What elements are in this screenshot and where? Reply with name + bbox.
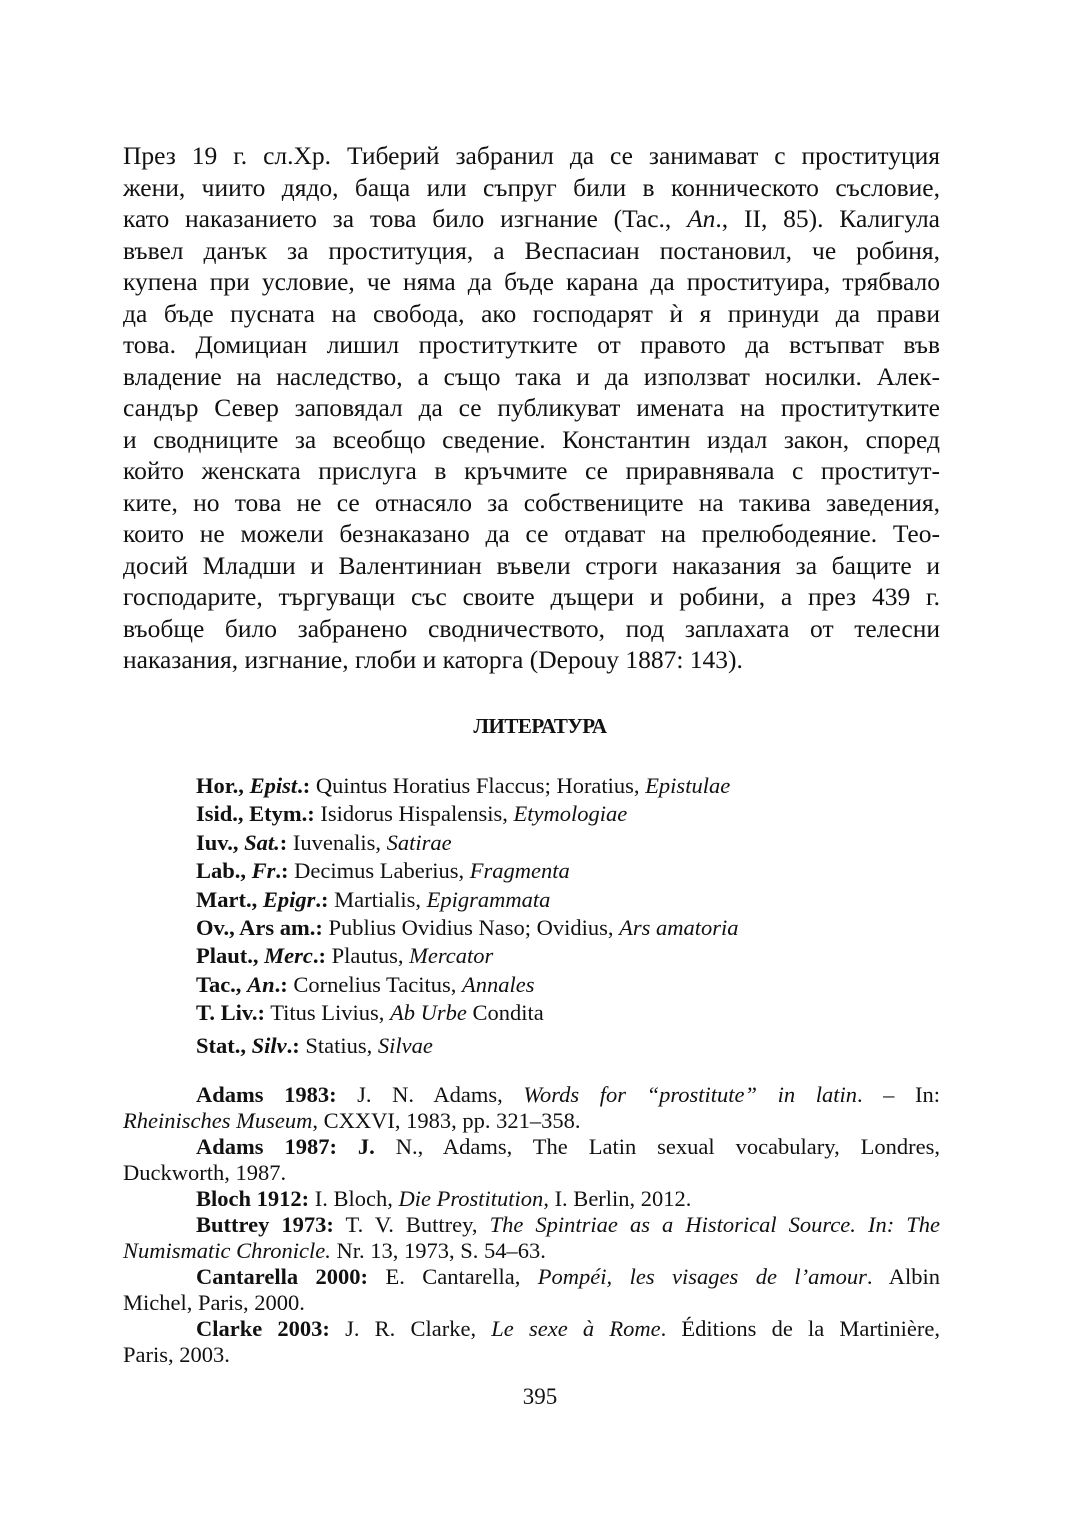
abbreviation-key: Plaut., Merc.: (196, 943, 327, 969)
abbreviation-key: Iuv., Sat.: (196, 829, 288, 855)
reference-key: Adams 1987: J. (196, 1134, 375, 1159)
text-line: да бъде пусната на свобода, ако господарят ѝ я принуди да прави (123, 298, 940, 328)
text-line: въобще било забранено сводничеството, под заплахата от телесни (123, 613, 940, 643)
abbreviation-key: Ov., Ars am.: (196, 914, 323, 940)
abbreviation-list (196, 772, 916, 1060)
abbreviation-item: Lab., Fr.: Decimus Laberius, Fragmenta (196, 858, 570, 884)
reference-key: Bloch 1912: (196, 1186, 310, 1211)
text-line: и сводниците за всеобщо сведение. Константин издал закон, според (123, 424, 940, 454)
text-line: които не можели безнаказано да се отдават на прелюбодеяние. Тео- (123, 519, 940, 548)
abbreviation-key: Lab., Fr.: (196, 858, 289, 884)
text-line: господарите, търгуващи със своите дъщери и робини, а през 439 г. (123, 582, 940, 611)
reference-list (123, 1082, 940, 1368)
text-line: досий Младши и Валентиниан въвели строги наказания за бащите и (123, 550, 940, 580)
text-segment: като наказанието за това било изгнание (Tac., (123, 204, 688, 233)
italic-citation: An (687, 204, 716, 233)
body-paragraph (123, 140, 940, 676)
reference-entry: Adams 1983: J. N. Adams, Words for “prostitute” in latin. – In: Rheinisches Museum, CXXVI, 1983, pp. 321–358. (123, 1082, 941, 1133)
abbreviation-item: Hor., Epist.: Quintus Horatius Flaccus; Horatius, Epistulae (196, 773, 731, 798)
abbreviation-key: Isid., Etym.: (196, 801, 315, 827)
text-segment: ., II, 85). Калигула (715, 204, 940, 233)
text-line: жени, чиито дядо, баща или съпруг били в конническото съсловие, (123, 172, 940, 202)
reference-entry: Clarke 2003: J. R. Clarke, Le sexe à Rome. Éditions de la Martinière, Paris, 2003. (123, 1316, 940, 1367)
page-number: 395 (522, 1384, 558, 1409)
text-line: въвел данък за проституция, а Веспасиан постановил, че робиня, (123, 235, 940, 265)
text-line: ките, но това не се отнасяло за собствениците на такива заведения, (123, 487, 940, 517)
abbreviation-item: Mart., Epigr.: Martialis, Epigrammata (196, 886, 551, 912)
abbreviation-item: Iuv., Sat.: Iuvenalis, Satirae (196, 829, 452, 855)
reference-key: Cantarella 2000: (196, 1264, 369, 1289)
abbreviation-key: Stat., Silv.: (196, 1032, 300, 1058)
text-line: сандър Север заповядал да се публикуват имената на проститутките (123, 393, 940, 422)
text-line: владение на наследство, а също така и да използват носилки. Алек- (123, 361, 940, 391)
text-line: През 19 г. сл.Хр. Тиберий забранил да се занимават с проституция (123, 141, 940, 170)
section-title: ЛИТЕРАТУРА (473, 714, 607, 738)
abbreviation-key: Mart., Epigr.: (196, 886, 329, 912)
abbreviation-key: Hor., Epist.: (196, 773, 311, 798)
text-line: купена при условие, че няма да бъде карана да проституира, трябвало (123, 267, 940, 296)
abbreviation-key: Tac., An.: (196, 971, 288, 997)
text-line: наказания, изгнание, глоби и каторга (Depouy 1887: 143). (123, 645, 743, 674)
reference-entry: Adams 1987: J. N., Adams, The Latin sexual vocabulary, Londres, Duckworth, 1987. (123, 1134, 940, 1185)
abbreviation-item: Plaut., Merc.: Plautus, Mercator (196, 943, 494, 969)
reference-key: Buttrey 1973: (196, 1212, 334, 1237)
abbreviation-item: Tac., An.: Cornelius Tacitus, Annales (196, 971, 535, 997)
reference-entry: Bloch 1912: I. Bloch, Die Prostitution, I. Berlin, 2012. (196, 1186, 692, 1211)
abbreviation-item: T. Liv.: Titus Livius, Ab Urbe Condita (196, 1000, 544, 1026)
abbreviation-item: Ov., Ars am.: Publius Ovidius Naso; Ovidius, Ars amatoria (196, 914, 739, 940)
reference-key: Adams 1983: (196, 1082, 337, 1107)
abbreviation-item: Stat., Silv.: Statius, Silvae (196, 1032, 433, 1058)
abbreviation-item: Isid., Etym.: Isidorus Hispalensis, Etymologiae (196, 801, 628, 827)
text-line: който женската прислуга в кръчмите се приравнявала с проститут- (123, 456, 940, 485)
text-line (123, 203, 940, 235)
reference-entry: Cantarella 2000: E. Cantarella, Pompéi, les visages de l’amour. Albin Michel, Paris, 2000. (123, 1264, 940, 1315)
text-line: това. Домициан лишил проститутките от правото да встъпват във (123, 330, 940, 359)
reference-entry: Buttrey 1973: T. V. Buttrey, The Spintriae as a Historical Source. In: The Numismatic Chronicle. Nr. 13, 1973, S. 54–63. (123, 1212, 940, 1263)
reference-key: Clarke 2003: (196, 1316, 330, 1341)
abbreviation-key: T. Liv.: (196, 1000, 265, 1026)
